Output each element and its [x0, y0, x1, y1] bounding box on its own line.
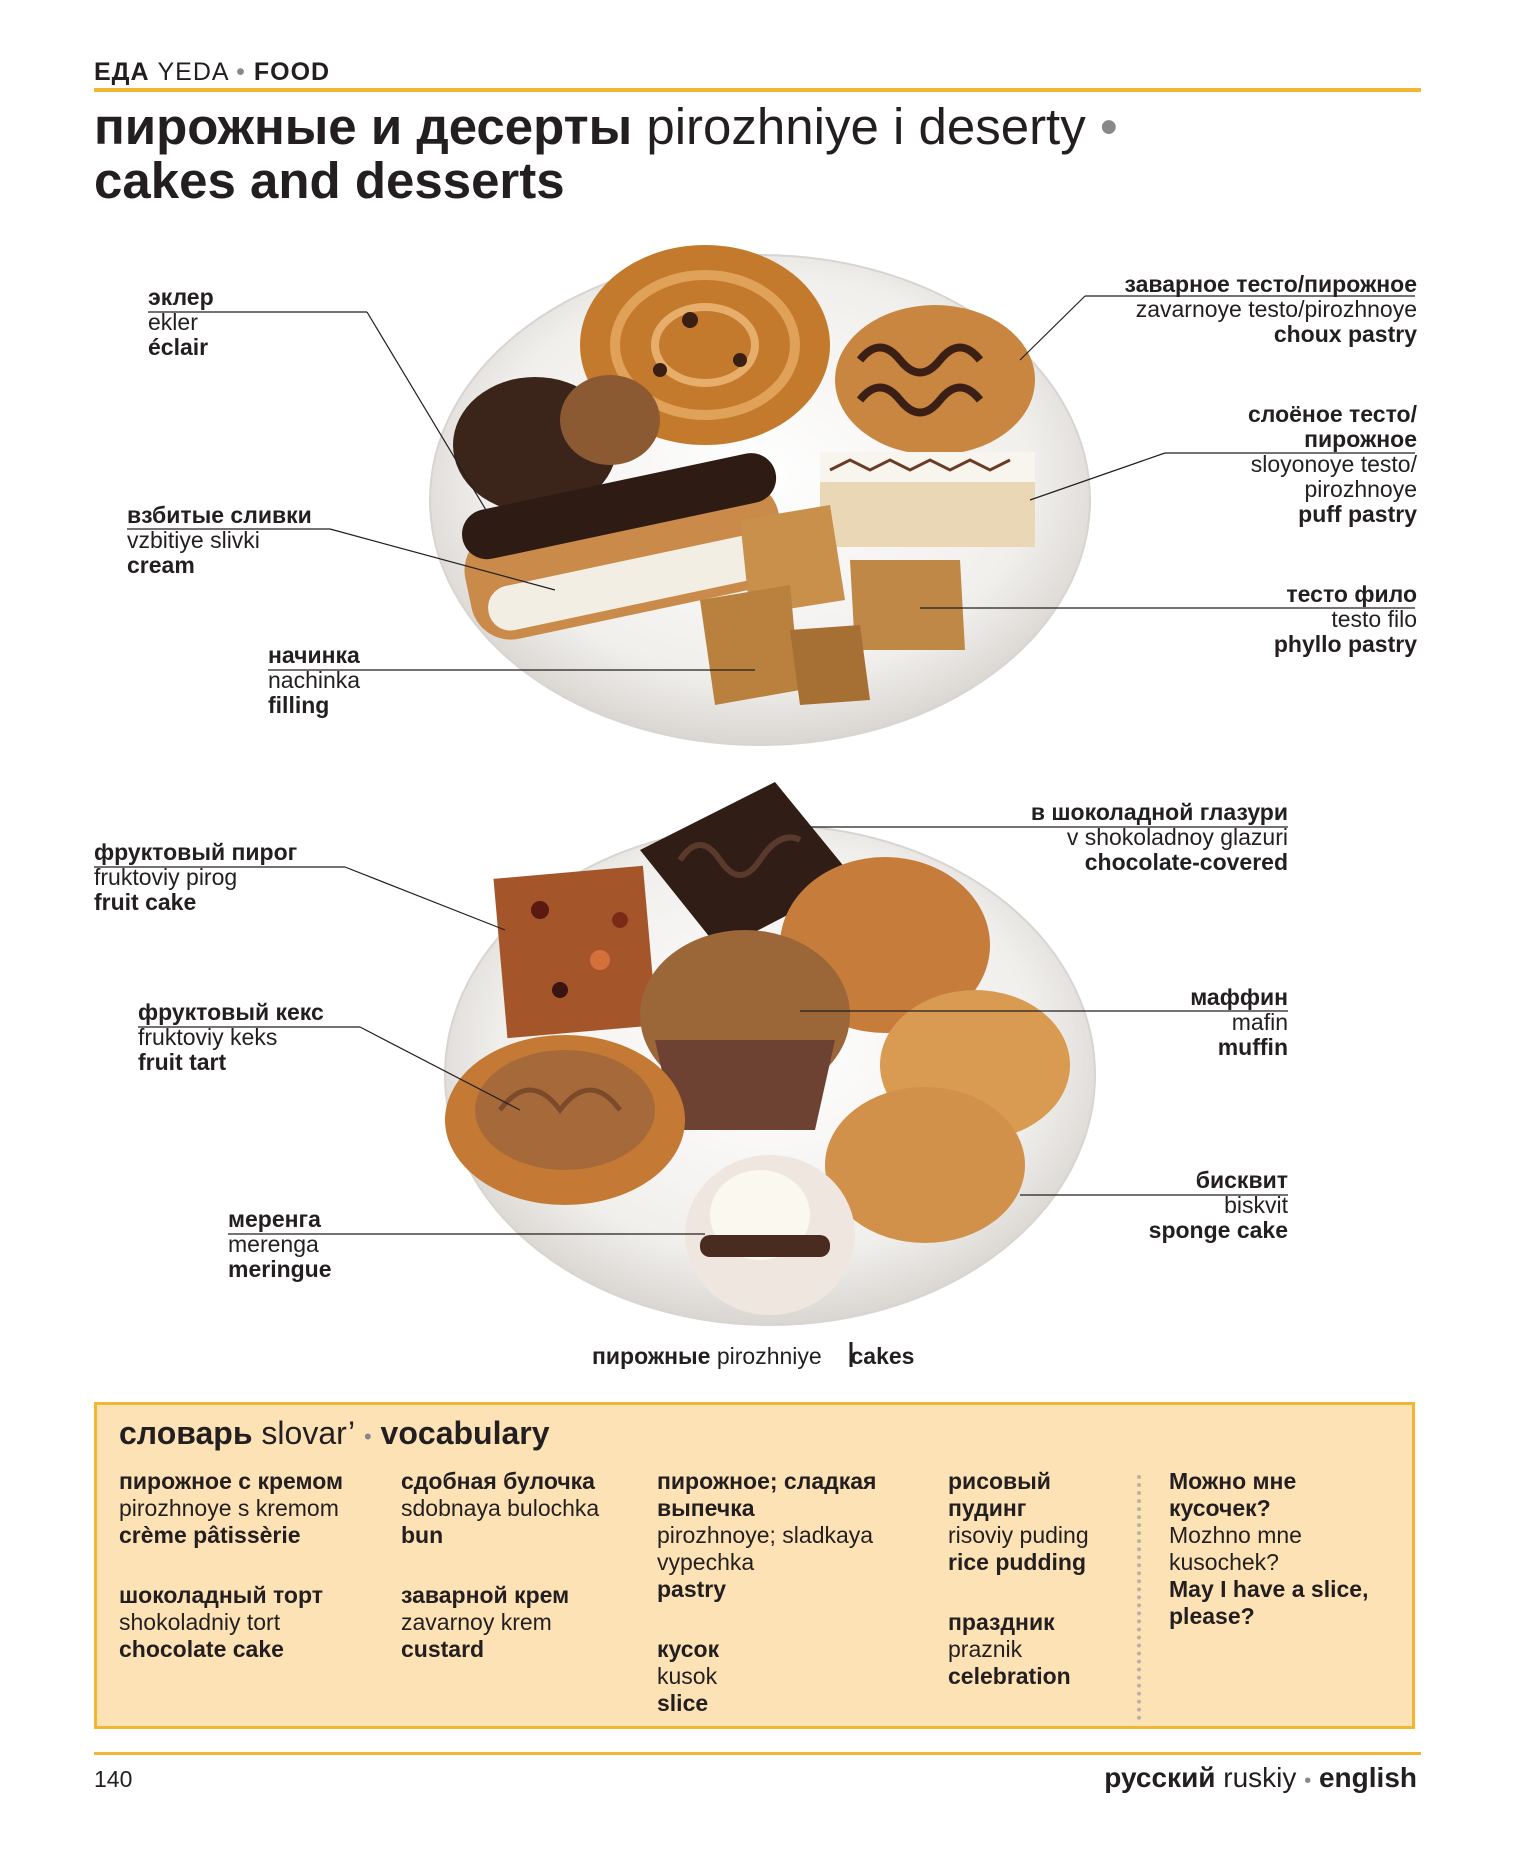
vocab-divider	[1137, 1475, 1141, 1720]
vocab-entry	[401, 1582, 641, 1663]
vocab-title-ru: словарь	[119, 1415, 253, 1451]
vocab-en: rice pudding	[948, 1549, 1086, 1575]
label-en: chocolate-covered	[1084, 849, 1288, 875]
section-en: FOOD	[253, 58, 331, 86]
section-tr: YEDA	[157, 58, 229, 86]
label-ru: заварное тесто/пирожное	[1124, 271, 1417, 297]
vocab-tr: Mozhno mne kusochek?	[1169, 1522, 1302, 1575]
vocab-entry	[401, 1468, 641, 1549]
label-tr: merenga	[228, 1231, 319, 1257]
vocab-column-4	[948, 1468, 1118, 1711]
vocab-en: bun	[401, 1522, 444, 1548]
vocab-column-phrase	[1169, 1468, 1394, 1651]
label-fruit-tart	[138, 1000, 324, 1075]
label-eclair	[148, 285, 214, 360]
label-tr: mafin	[1231, 1009, 1288, 1035]
vocab-en: May I have a slice, please?	[1169, 1576, 1369, 1629]
label-ru: меренга	[228, 1206, 321, 1232]
footer-language	[1104, 1762, 1417, 1794]
vocab-ru: праздник	[948, 1609, 1055, 1635]
label-en: muffin	[1217, 1034, 1288, 1060]
vocab-ru: сдобная булочка	[401, 1468, 595, 1494]
vocab-en: chocolate cake	[119, 1636, 284, 1662]
label-ru: начинка	[268, 642, 360, 668]
separator-dot: •	[1099, 98, 1118, 155]
caption-en: cakes	[850, 1343, 915, 1369]
label-tr: testo filo	[1331, 606, 1417, 632]
label-muffin	[1088, 985, 1288, 1060]
label-en: phyllo pastry	[1273, 631, 1417, 657]
vocab-column-1	[119, 1468, 379, 1684]
vocab-column-3	[657, 1468, 907, 1738]
image-caption	[592, 1343, 914, 1370]
vocab-entry	[948, 1609, 1118, 1690]
vocab-entry	[657, 1636, 907, 1717]
label-en: sponge cake	[1148, 1217, 1288, 1243]
label-ru: эклер	[148, 284, 214, 310]
label-chocolate-covered	[968, 800, 1288, 875]
label-en: choux pastry	[1273, 321, 1417, 347]
label-tr: zavarnoye testo/pirozhnoye	[1135, 296, 1417, 322]
label-tr: biskvit	[1224, 1192, 1288, 1218]
label-puff-pastry	[1207, 402, 1417, 527]
label-ru: взбитые сливки	[127, 502, 312, 528]
label-ru: слоёное тесто/ пирожное	[1247, 401, 1417, 452]
vocab-ru: шоколадный торт	[119, 1582, 323, 1608]
vocab-en: crème pâtissèrie	[119, 1522, 301, 1548]
vocab-entry	[1169, 1468, 1394, 1630]
label-phyllo-pastry	[1117, 582, 1417, 657]
label-tr: v shokoladnoy glazuri	[1066, 824, 1288, 850]
separator-dot: •	[1304, 1770, 1312, 1792]
footer-lang-tr: ruskiy	[1223, 1762, 1297, 1793]
label-fruit-cake	[94, 840, 297, 915]
separator-dot: •	[236, 58, 246, 86]
vocab-tr: pirozhnoye s kremom	[119, 1495, 339, 1521]
label-en: fruit tart	[138, 1049, 227, 1075]
label-en: meringue	[228, 1256, 332, 1282]
vocab-ru: рисовый пудинг	[948, 1468, 1051, 1521]
vocab-column-2	[401, 1468, 641, 1684]
vocab-ru: заварной крем	[401, 1582, 570, 1608]
footer-lang-en: english	[1318, 1762, 1417, 1793]
vocab-ru: пирожное с кремом	[119, 1468, 343, 1494]
vocab-tr: pirozhnoye; sladkaya vypechka	[657, 1522, 874, 1575]
page-number: 140	[94, 1766, 133, 1792]
vocabulary-title	[119, 1415, 550, 1452]
vocab-entry	[119, 1582, 379, 1663]
vocab-entry	[657, 1468, 907, 1603]
separator-dot: •	[363, 1424, 372, 1449]
label-tr: fruktoviy keks	[138, 1024, 278, 1050]
vocabulary-box	[94, 1402, 1415, 1729]
footer-rule	[94, 1752, 1421, 1755]
footer-lang-ru: русский	[1104, 1762, 1216, 1793]
label-ru: маффин	[1190, 984, 1288, 1010]
label-tr: sloyonoye testo/ pirozhnoye	[1250, 451, 1417, 502]
section-ru: ЕДА	[94, 58, 150, 86]
vocab-ru: кусок	[657, 1636, 720, 1662]
label-en: éclair	[148, 334, 209, 360]
vocab-tr: sdobnaya bulochka	[401, 1495, 600, 1521]
vocab-entry	[119, 1468, 379, 1549]
label-ru: в шоколадной глазури	[1030, 799, 1288, 825]
vocab-en: slice	[657, 1690, 709, 1716]
label-ru: тесто фило	[1286, 581, 1417, 607]
label-ru: фруктовый кекс	[138, 999, 324, 1025]
label-en: cream	[127, 552, 195, 578]
vocab-entry	[948, 1468, 1118, 1576]
label-tr: fruktoviy pirog	[94, 864, 238, 890]
label-en: puff pastry	[1298, 501, 1417, 527]
label-sponge-cake	[1088, 1168, 1288, 1243]
vocab-ru: Можно мне кусочек?	[1169, 1468, 1297, 1521]
label-ru: фруктовый пирог	[94, 839, 298, 865]
title-en: cakes and desserts	[94, 152, 565, 209]
title-tr: pirozhniye i deserty	[646, 98, 1086, 155]
vocab-tr: kusok	[657, 1663, 718, 1689]
label-tr: ekler	[148, 309, 198, 335]
label-tr: vzbitiye slivki	[127, 527, 260, 553]
label-en: fruit cake	[94, 889, 197, 915]
vocab-tr: zavarnoy krem	[401, 1609, 552, 1635]
label-ru: бисквит	[1195, 1167, 1288, 1193]
vocab-title-tr: slovar’	[261, 1415, 356, 1451]
label-choux-pastry	[1077, 272, 1417, 347]
caption-tr: pirozhniye	[716, 1343, 822, 1369]
label-tr: nachinka	[268, 667, 361, 693]
caption-ru: пирожные	[592, 1343, 711, 1369]
vocab-title-en: vocabulary	[380, 1415, 550, 1451]
label-cream	[127, 503, 312, 578]
vocab-en: celebration	[948, 1663, 1071, 1689]
label-en: filling	[268, 692, 330, 718]
vocab-tr: praznik	[948, 1636, 1023, 1662]
vocab-en: pastry	[657, 1576, 727, 1602]
vocab-en: custard	[401, 1636, 485, 1662]
label-meringue	[228, 1207, 332, 1282]
label-filling	[268, 643, 360, 718]
title-ru: пирожные и десерты	[94, 98, 633, 155]
vocab-tr: risoviy puding	[948, 1522, 1089, 1548]
vocab-tr: shokoladniy tort	[119, 1609, 281, 1635]
vocab-ru: пирожное; сладкая выпечка	[657, 1468, 877, 1521]
